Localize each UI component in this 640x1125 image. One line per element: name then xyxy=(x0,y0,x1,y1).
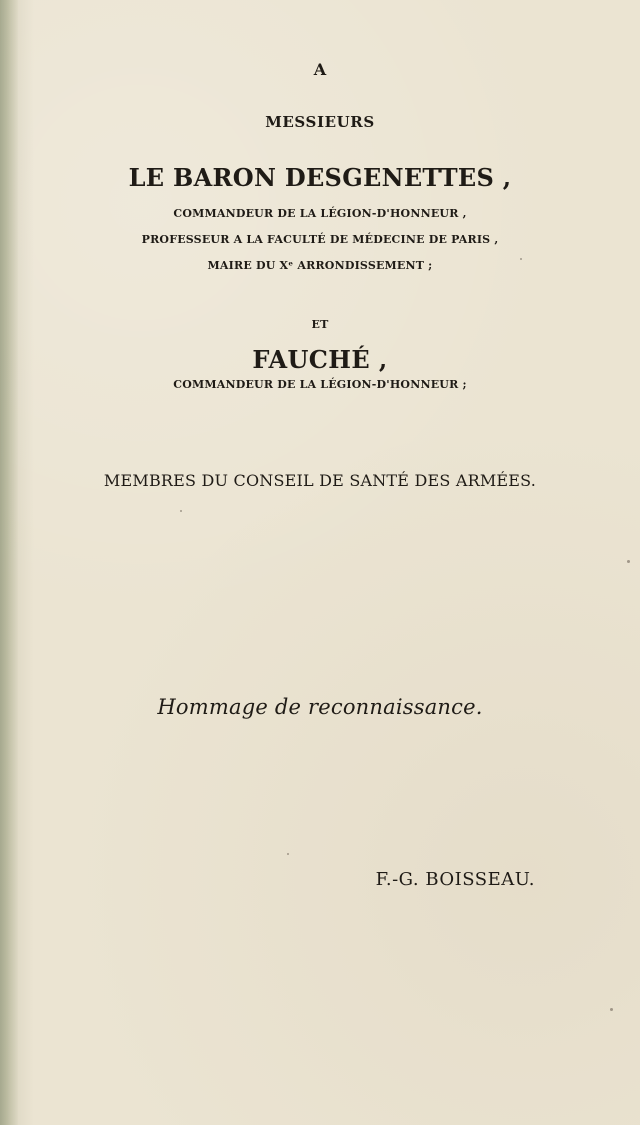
paper-speck xyxy=(180,510,182,512)
conjunction-et: ET xyxy=(311,318,329,331)
membres-line: MEMBRES DU CONSEIL DE SANTÉ DES ARMÉES. xyxy=(103,471,537,490)
desgenettes-title-2: PROFESSEUR A LA FACULTÉ DE MÉDECINE DE PARIS , xyxy=(141,233,499,246)
paper-speck xyxy=(287,853,289,855)
fauche-name: FAUCHÉ , xyxy=(252,345,388,374)
dedication-a: A xyxy=(313,60,327,79)
desgenettes-title-1: COMMANDEUR DE LA LÉGION-D'HONNEUR , xyxy=(173,207,467,220)
paper-speck xyxy=(610,1008,613,1011)
hommage-line: Hommage de reconnaissance. xyxy=(157,695,483,719)
fauche-title: COMMANDEUR DE LA LÉGION-D'HONNEUR ; xyxy=(173,378,467,391)
author-signature: F.-G. BOISSEAU. xyxy=(375,869,535,890)
messieurs-heading: MESSIEURS xyxy=(265,113,375,131)
desgenettes-name: LE BARON DESGENETTES , xyxy=(128,163,512,192)
desgenettes-title-3: MAIRE DU Xᵉ ARRONDISSEMENT ; xyxy=(207,259,433,272)
paper-speck xyxy=(627,560,630,563)
paper-speck xyxy=(520,258,522,260)
